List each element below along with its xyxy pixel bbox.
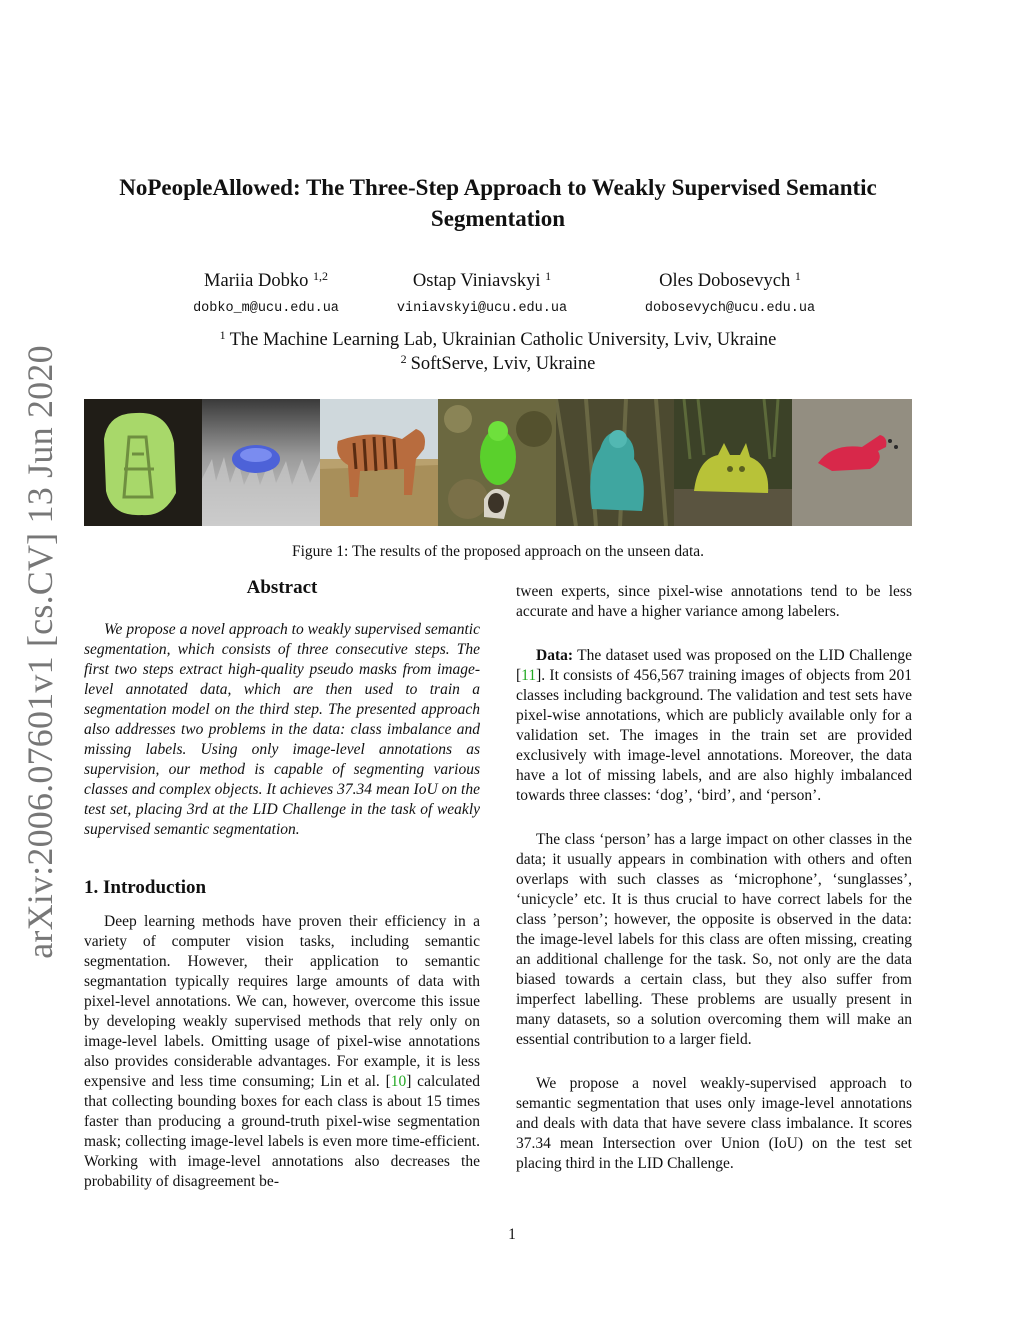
author-email: viniavskyi@ucu.edu.ua — [396, 301, 568, 316]
figure-tile-teal-mask-statue — [556, 399, 674, 526]
affiliation-1 — [80, 328, 916, 352]
title-line-1: NoPeopleAllowed: The Three-Step Approach to Weakly Supervised Semantic — [119, 175, 877, 200]
paragraph-text: The dataset used was proposed on the LID Challenge [ — [516, 647, 912, 684]
figure-tile-yellow-mask-cat — [674, 399, 792, 526]
figure-tile-light-green-mask-object — [84, 399, 202, 526]
figure-tile-red-mask-animal-on-carpet — [792, 399, 912, 526]
figure-tile-zebra-on-savanna — [320, 399, 438, 526]
paragraph-text: ] calculated that collecting bounding boxes for each class is about 15 times faster than producing a ground-truth pixel-wise segmentation mask; collecting image-level labels is even more time-efficient. Working with image-level annotations also decreases the probability of disagreement be- — [84, 1073, 481, 1190]
left-column — [84, 578, 480, 1192]
author-affil-sup: 1,2 — [312, 269, 328, 283]
author-2 — [372, 268, 592, 320]
affiliation-sup: 2 — [400, 352, 407, 366]
proposal-paragraph: We propose a novel weakly-supervised approach to semantic segmentation that uses only image-level annotations and deals with data that have severe class imbalance. It scores 37.34 mean Intersection over Union (IoU) on the test set placing third in the LID Challenge. — [516, 1075, 912, 1172]
abstract-heading: Abstract — [246, 577, 318, 598]
arxiv-stamp — [10, 345, 70, 959]
figure-tile-green-mask-parrot — [438, 399, 556, 526]
author-3 — [620, 268, 840, 320]
paragraph-text: Deep learning methods have proven their efficiency in a variety of computer vision tasks, including semantic segmentation. However, their application to semantic segmantation typically requires large amounts of data with pixel-level annotations. We can, however, overcome this issue by developing weakly supervised methods that rely only on image-level labels. Omitting usage of pixel-wise annotations also provides considerable advantages. For example, it is less expensive and less time consuming; Lin et al. [ — [84, 913, 480, 1090]
citation-link[interactable]: 11 — [521, 667, 537, 684]
introduction-heading: 1. Introduction — [84, 877, 207, 898]
title-line-2: Segmentation — [430, 206, 566, 231]
affiliation-2 — [80, 352, 916, 376]
author-affil-sup: 1 — [794, 269, 801, 283]
figure-caption: Figure 1: The results of the proposed approach on the unseen data. — [291, 543, 705, 560]
paper-title — [80, 172, 916, 234]
author-email: dobosevych@ucu.edu.ua — [644, 301, 816, 316]
citation-link[interactable]: 10 — [390, 1073, 407, 1090]
author-email: dobko_m@ucu.edu.ua — [193, 301, 339, 316]
affiliation-text: SoftServe, Lviv, Ukraine — [410, 354, 596, 374]
class-person-paragraph: The class ‘person’ has a large impact on other classes in the data; it usually appears in combination with others and often overlaps with such classes as ‘microphone’, ‘sunglasses’, ‘unicycle’ etc. It is thus crucial to have correct labels for the class ’person’; however, the opposite is observed in the data: the image-level labels for this class are often missing, creating an additional challenge for the task. So, not only are the data biased towards a certain class, but they also suffer from imperfect labelling. These problems are usually present in many datasets, so a solution overcoming them will make an essential contribution to a larger field. — [516, 831, 912, 1048]
data-label: Data: — [536, 647, 574, 664]
author-name: Ostap Viniavskyi — [412, 271, 541, 291]
author-name: Mariia Dobko — [204, 271, 309, 291]
arxiv-id: arXiv:2006.07601v1 [cs.CV] 13 Jun 2020 — [20, 345, 60, 959]
author-name: Oles Dobosevych — [659, 271, 791, 291]
abstract-text: We propose a novel approach to weakly supervised semantic segmentation, which consists of three consecutive steps. The first two steps extract high-quality pseudo masks from image-level annotated data, which are then used to train a segmentation model on the third step. The presented approach also addresses two problems in the data: class imbalance and missing labels. Using only image-level annotations as supervision, our method is capable of segmenting various classes and complex objects. It achieves 37.34 mean IoU on the test set, placing 3rd at the LID Challenge in the task of weakly supervised semantic segmentation. — [84, 621, 480, 838]
figure-tile-blue-mask-object-on-grass — [202, 399, 320, 526]
paragraph-continued: tween experts, since pixel-wise annotations tend to be less accurate and have a higher variance among labelers. — [516, 583, 912, 620]
paragraph-text: ]. It consists of 456,567 training images of objects from 201 classes including background. The validation and test sets have pixel-wise annotations, which are publicly available only for a validation set. The images in the train set are provided exclusively with image-level annotations. Moreover, the data have a lot of missing labels, and are also highly imbalanced towards three classes: ‘dog’, ‘bird’, and ‘person’. — [516, 667, 912, 804]
right-column — [516, 582, 912, 1174]
author-affil-sup: 1 — [545, 269, 552, 283]
introduction-paragraph — [84, 912, 480, 1192]
data-paragraph — [516, 646, 912, 806]
author-1 — [166, 268, 366, 320]
affiliation-text: The Machine Learning Lab, Ukrainian Catholic University, Lviv, Ukraine — [229, 330, 777, 350]
figure-1 — [84, 399, 912, 526]
affiliation-sup: 1 — [219, 328, 226, 342]
page-number: 1 — [508, 1226, 516, 1243]
